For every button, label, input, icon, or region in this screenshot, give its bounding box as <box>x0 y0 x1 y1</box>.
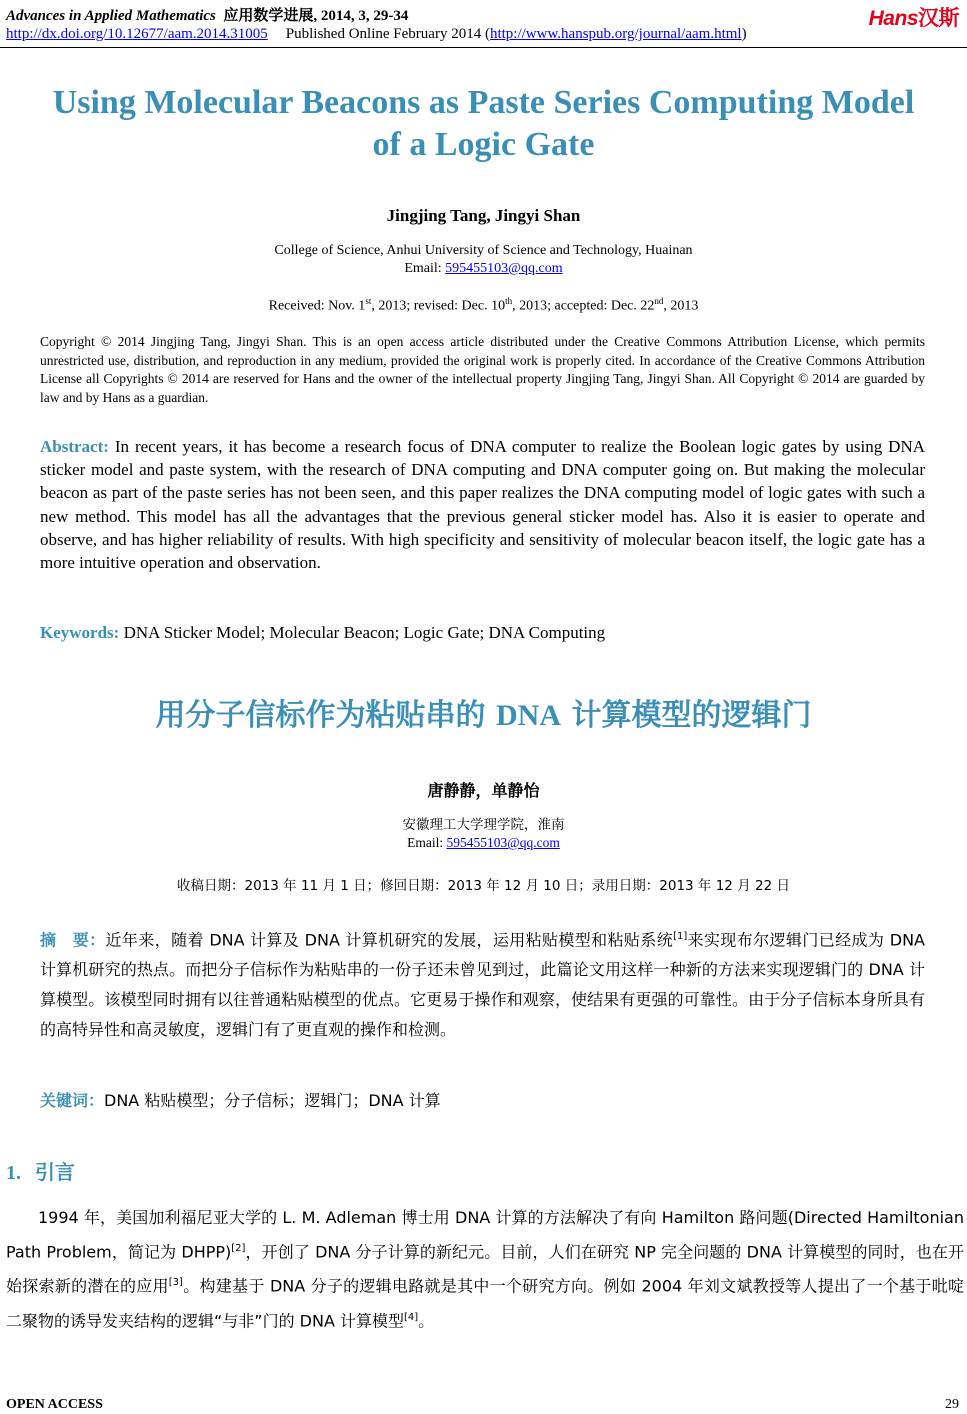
journal-name-cn: 应用数学进展 <box>223 8 314 24</box>
section-heading: 1. 引言 <box>6 1160 75 1184</box>
abstract <box>40 435 925 574</box>
header-rule <box>0 47 967 48</box>
paper-title: Using Molecular Beacons as Paste Series Computing Model of a Logic Gate <box>52 84 915 163</box>
intro-paragraph: 1994 年，美国加利福尼亚大学的 L. M. Adleman 博士用 DNA 计算的方法解决了有向 Hamilton 路问题(Directed Hamiltonian Path Problem，简记为 DHPP)[2]，开创了 DNA 分子计算的新纪元。目前，人们在研究 NP 完全问题的 DNA 计算模型的同时，也在开始探索新的潜在的应用[3]。构建基于 DNA 分子的逻辑电路就是其中一个研究方向。例如 2004 年刘文斌教授等人提出了一个基于吡啶二聚物的诱导发夹结构的逻辑“与非”门的 DNA 计算模型[4]。 <box>6 1208 964 1330</box>
cn-authors: 唐静静，单静怡 <box>427 781 540 800</box>
journal-volume: , 2014, 3, 29-34 <box>313 8 409 24</box>
abstract-label: Abstract: <box>40 437 109 456</box>
keywords <box>40 623 605 643</box>
cn-affiliation-block <box>0 816 967 852</box>
cn-received-dates: 收稿日期：2013 年 11 月 1 日；修回日期：2013 年 12 月 10 日；录用日期：2013 年 12 月 22 日 <box>177 878 790 894</box>
affiliation: College of Science, Anhui University of Science and Technology, Huainan <box>274 243 693 258</box>
running-header <box>6 4 408 25</box>
doi-line: http://dx.doi.org/10.12677/aam.2014.31005 Published Online February 2014 (http://www.hanspub.org/journal/aam.html) <box>6 26 747 42</box>
cn-abstract-label: 摘 要： <box>40 930 106 950</box>
cn-email-line: Email: 595455103@qq.com <box>407 835 560 850</box>
cn-affiliation: 安徽理工大学理学院，淮南 <box>402 817 565 833</box>
cn-abstract: 摘 要：近年来，随着 DNA 计算及 DNA 计算机研究的发展，运用粘贴模型和粘贴系统[1]来实现布尔逻辑门已经成为 DNA 计算机研究的热点。而把分子信标作为粘贴串的一份子还未曾见到过，此篇论文用这样一种新的方法来实现逻辑门的 DNA 计算模型。该模型同时拥有以往普通粘贴模型的优点。它更易于操作和观察，使结果有更强的可靠性。由于分子信标本身所具有的高特异性和高灵敏度，逻辑门有了更直观的操作和检测。 <box>40 930 925 1040</box>
cn-email-link[interactable]: 595455103@qq.com <box>446 835 560 850</box>
affiliation-block <box>0 242 967 278</box>
authors: Jingjing Tang, Jingyi Shan <box>386 206 581 225</box>
received-dates: Received: Nov. 1st, 2013; revised: Dec. 10th, 2013; accepted: Dec. 22nd, 2013 <box>268 296 699 314</box>
citation-ref[interactable]: [4] <box>404 1311 419 1323</box>
citation-ref[interactable]: [1] <box>673 931 688 942</box>
email-line: Email: 595455103@qq.com <box>404 261 563 276</box>
doi-link[interactable]: http://dx.doi.org/10.12677/aam.2014.31005 <box>6 26 268 42</box>
cn-title: 用分子信标作为粘贴串的 DNA 计算模型的逻辑门 <box>155 698 812 733</box>
cn-keywords: 关键词：DNA 粘贴模型；分子信标；逻辑门；DNA 计算 <box>40 1091 441 1110</box>
keywords-label: Keywords: <box>40 623 120 642</box>
journal-url-link[interactable]: http://www.hanspub.org/journal/aam.html <box>489 26 742 42</box>
open-access-footer: OPEN ACCESS <box>6 1397 103 1412</box>
copyright-notice: Copyright © 2014 Jingjing Tang, Jingyi Shan. This is an open access article distributed under the Creative Commons Attribution License, which permits unrestricted use, distribution, and reproduction in any medium, provided the original work is properly cited. In accordance of the Creative Commons Attribution License all Copyrights © 2014 are reserved for Hans and the owner of the intellectual property Jingjing Tang, Jingyi Shan. All Copyright © 2014 are guarded by law and by Hans as a guardian. <box>40 334 925 405</box>
page-number: 29 <box>945 1397 959 1412</box>
hans-logo: Hans汉斯 <box>868 7 959 30</box>
email-link[interactable]: 595455103@qq.com <box>445 261 563 276</box>
cn-keywords-label: 关键词： <box>40 1091 105 1110</box>
abstract-text: In recent years, it has become a research focus of DNA computer to realize the Boolean logic gates by using DNA sticker model and paste system, with the research of DNA computing and DNA computer going on. But making the molecular beacon as part of the paste series has not been seen, and this paper realizes the DNA computing model of logic gates with such a new method. This model has all the advantages that the previous general sticker model has. Also it is easier to operate and observe, and has higher reliability of results. With high specificity and sensitivity of molecular beacon itself, the logic gate has a more intuitive operation and observation. <box>40 437 925 573</box>
citation-ref[interactable]: [3] <box>168 1277 183 1289</box>
journal-name: Advances in Applied Mathematics <box>6 8 216 24</box>
citation-ref[interactable]: [2] <box>231 1243 246 1254</box>
published-text: Published Online February 2014 ( <box>285 26 490 42</box>
keywords-text: DNA Sticker Model; Molecular Beacon; Logic Gate; DNA Computing <box>119 623 606 642</box>
